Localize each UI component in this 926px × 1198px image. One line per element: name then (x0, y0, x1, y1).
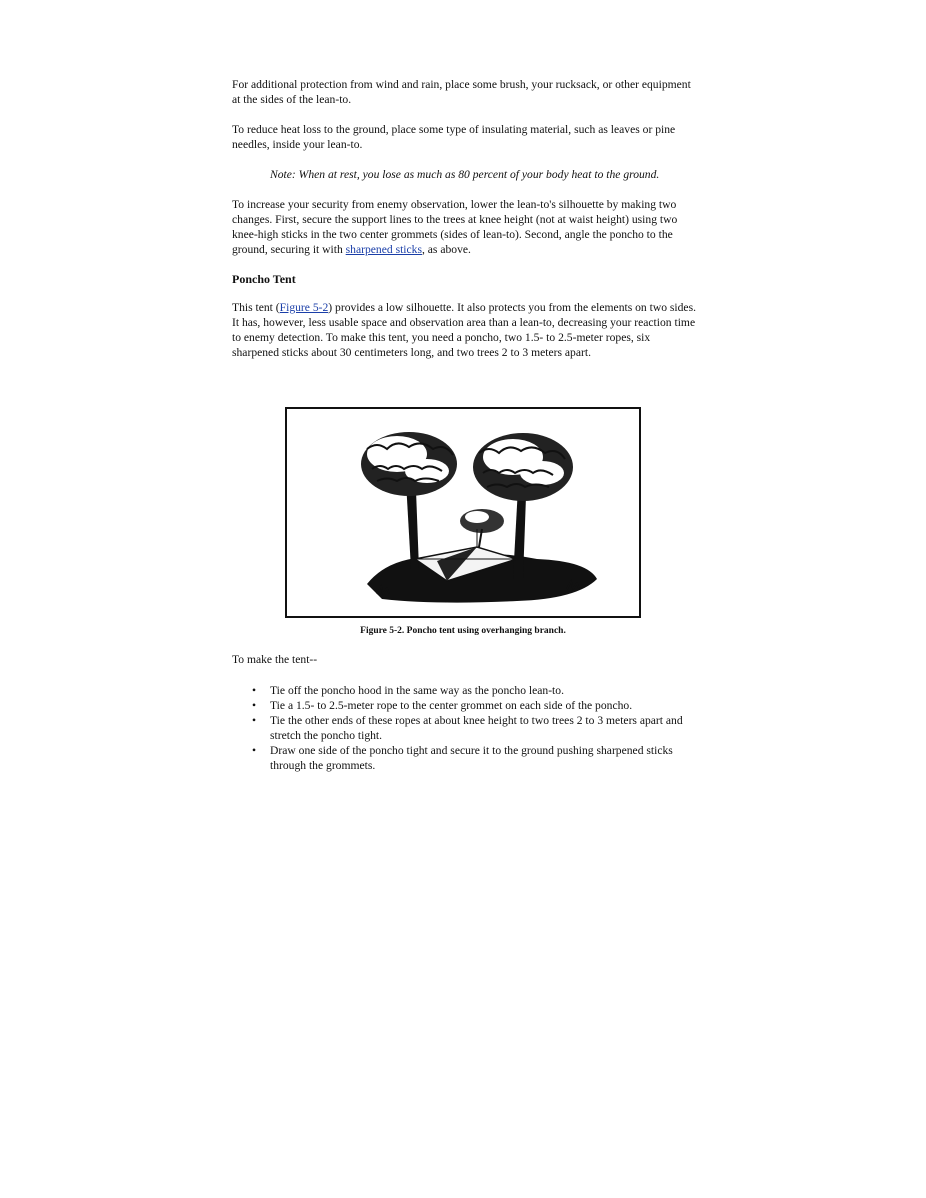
list-item (232, 683, 698, 698)
bullet-icon: • (252, 699, 257, 712)
paragraph-security (232, 197, 698, 257)
list-item-text: Draw one side of the poncho tight and secure it to the ground pushing sharpened sticks through the grommets. (270, 744, 673, 772)
document-body (232, 77, 698, 375)
list-item-text: Tie off the poncho hood in the same way as the poncho lean-to. (270, 684, 564, 697)
section-heading-poncho-tent: Poncho Tent (232, 272, 296, 286)
bullet-icon: • (252, 684, 257, 697)
paragraph-wind-protection: For additional protection from wind and rain, place some brush, your rucksack, or other equipment at the sides of the lean-to. (232, 78, 691, 106)
sharpened-sticks-link[interactable]: sharpened sticks (345, 243, 422, 256)
list-item (232, 698, 698, 713)
figure-5-2-link[interactable]: Figure 5-2 (279, 301, 329, 314)
paragraph-security-text: To increase your security from enemy observation, lower the lean-to's silhouette by making two changes. First, secure the support lines to the trees at knee height (not at waist height) using two knee-high sticks in the two center grommets (sides of lean-to). Second, angle the poncho to the ground, securing it with (232, 198, 678, 256)
list-item-text: Tie a 1.5- to 2.5-meter rope to the center grommet on each side of the poncho. (270, 699, 633, 712)
list-item (232, 743, 698, 773)
list-item (232, 713, 698, 743)
instruction-steps (232, 683, 698, 773)
paragraph-poncho-tent-text: ) provides a low silhouette. It also protects you from the elements on two sides. It has, however, less usable space and observation area than a lean-to, decreasing your reaction time to enemy detection. To make this tent, you need a poncho, two 1.5- to 2.5-meter ropes, six sharpened sticks about 30 centimeters long, and two trees 2 to 3 meters apart. (232, 301, 696, 359)
bullet-icon: • (252, 744, 257, 757)
list-item-text: Tie the other ends of these ropes at about knee height to two trees 2 to 3 meters apart and stretch the poncho tight. (270, 714, 683, 742)
figure-caption: Figure 5-2. Poncho tent using overhanging branch. (360, 626, 566, 636)
paragraph-poncho-tent-lead: This tent ( (232, 301, 280, 314)
paragraph-heat-loss: To reduce heat loss to the ground, place some type of insulating material, such as leaves or pine needles, inside your lean-to. (232, 123, 676, 151)
paragraph-security-tail: , as above. (421, 243, 471, 256)
right-tree-canopy (473, 433, 573, 501)
instructions-lead: To make the tent-- (232, 653, 318, 666)
note-body-heat: Note: When at rest, you lose as much as 80 percent of your body heat to the ground. (270, 168, 660, 181)
bullet-icon: • (252, 714, 257, 727)
figure-poncho-tent-illustration (285, 407, 641, 618)
poncho-tent-drawing (287, 409, 639, 616)
left-tree-canopy (361, 432, 457, 496)
paragraph-poncho-tent (232, 300, 698, 360)
